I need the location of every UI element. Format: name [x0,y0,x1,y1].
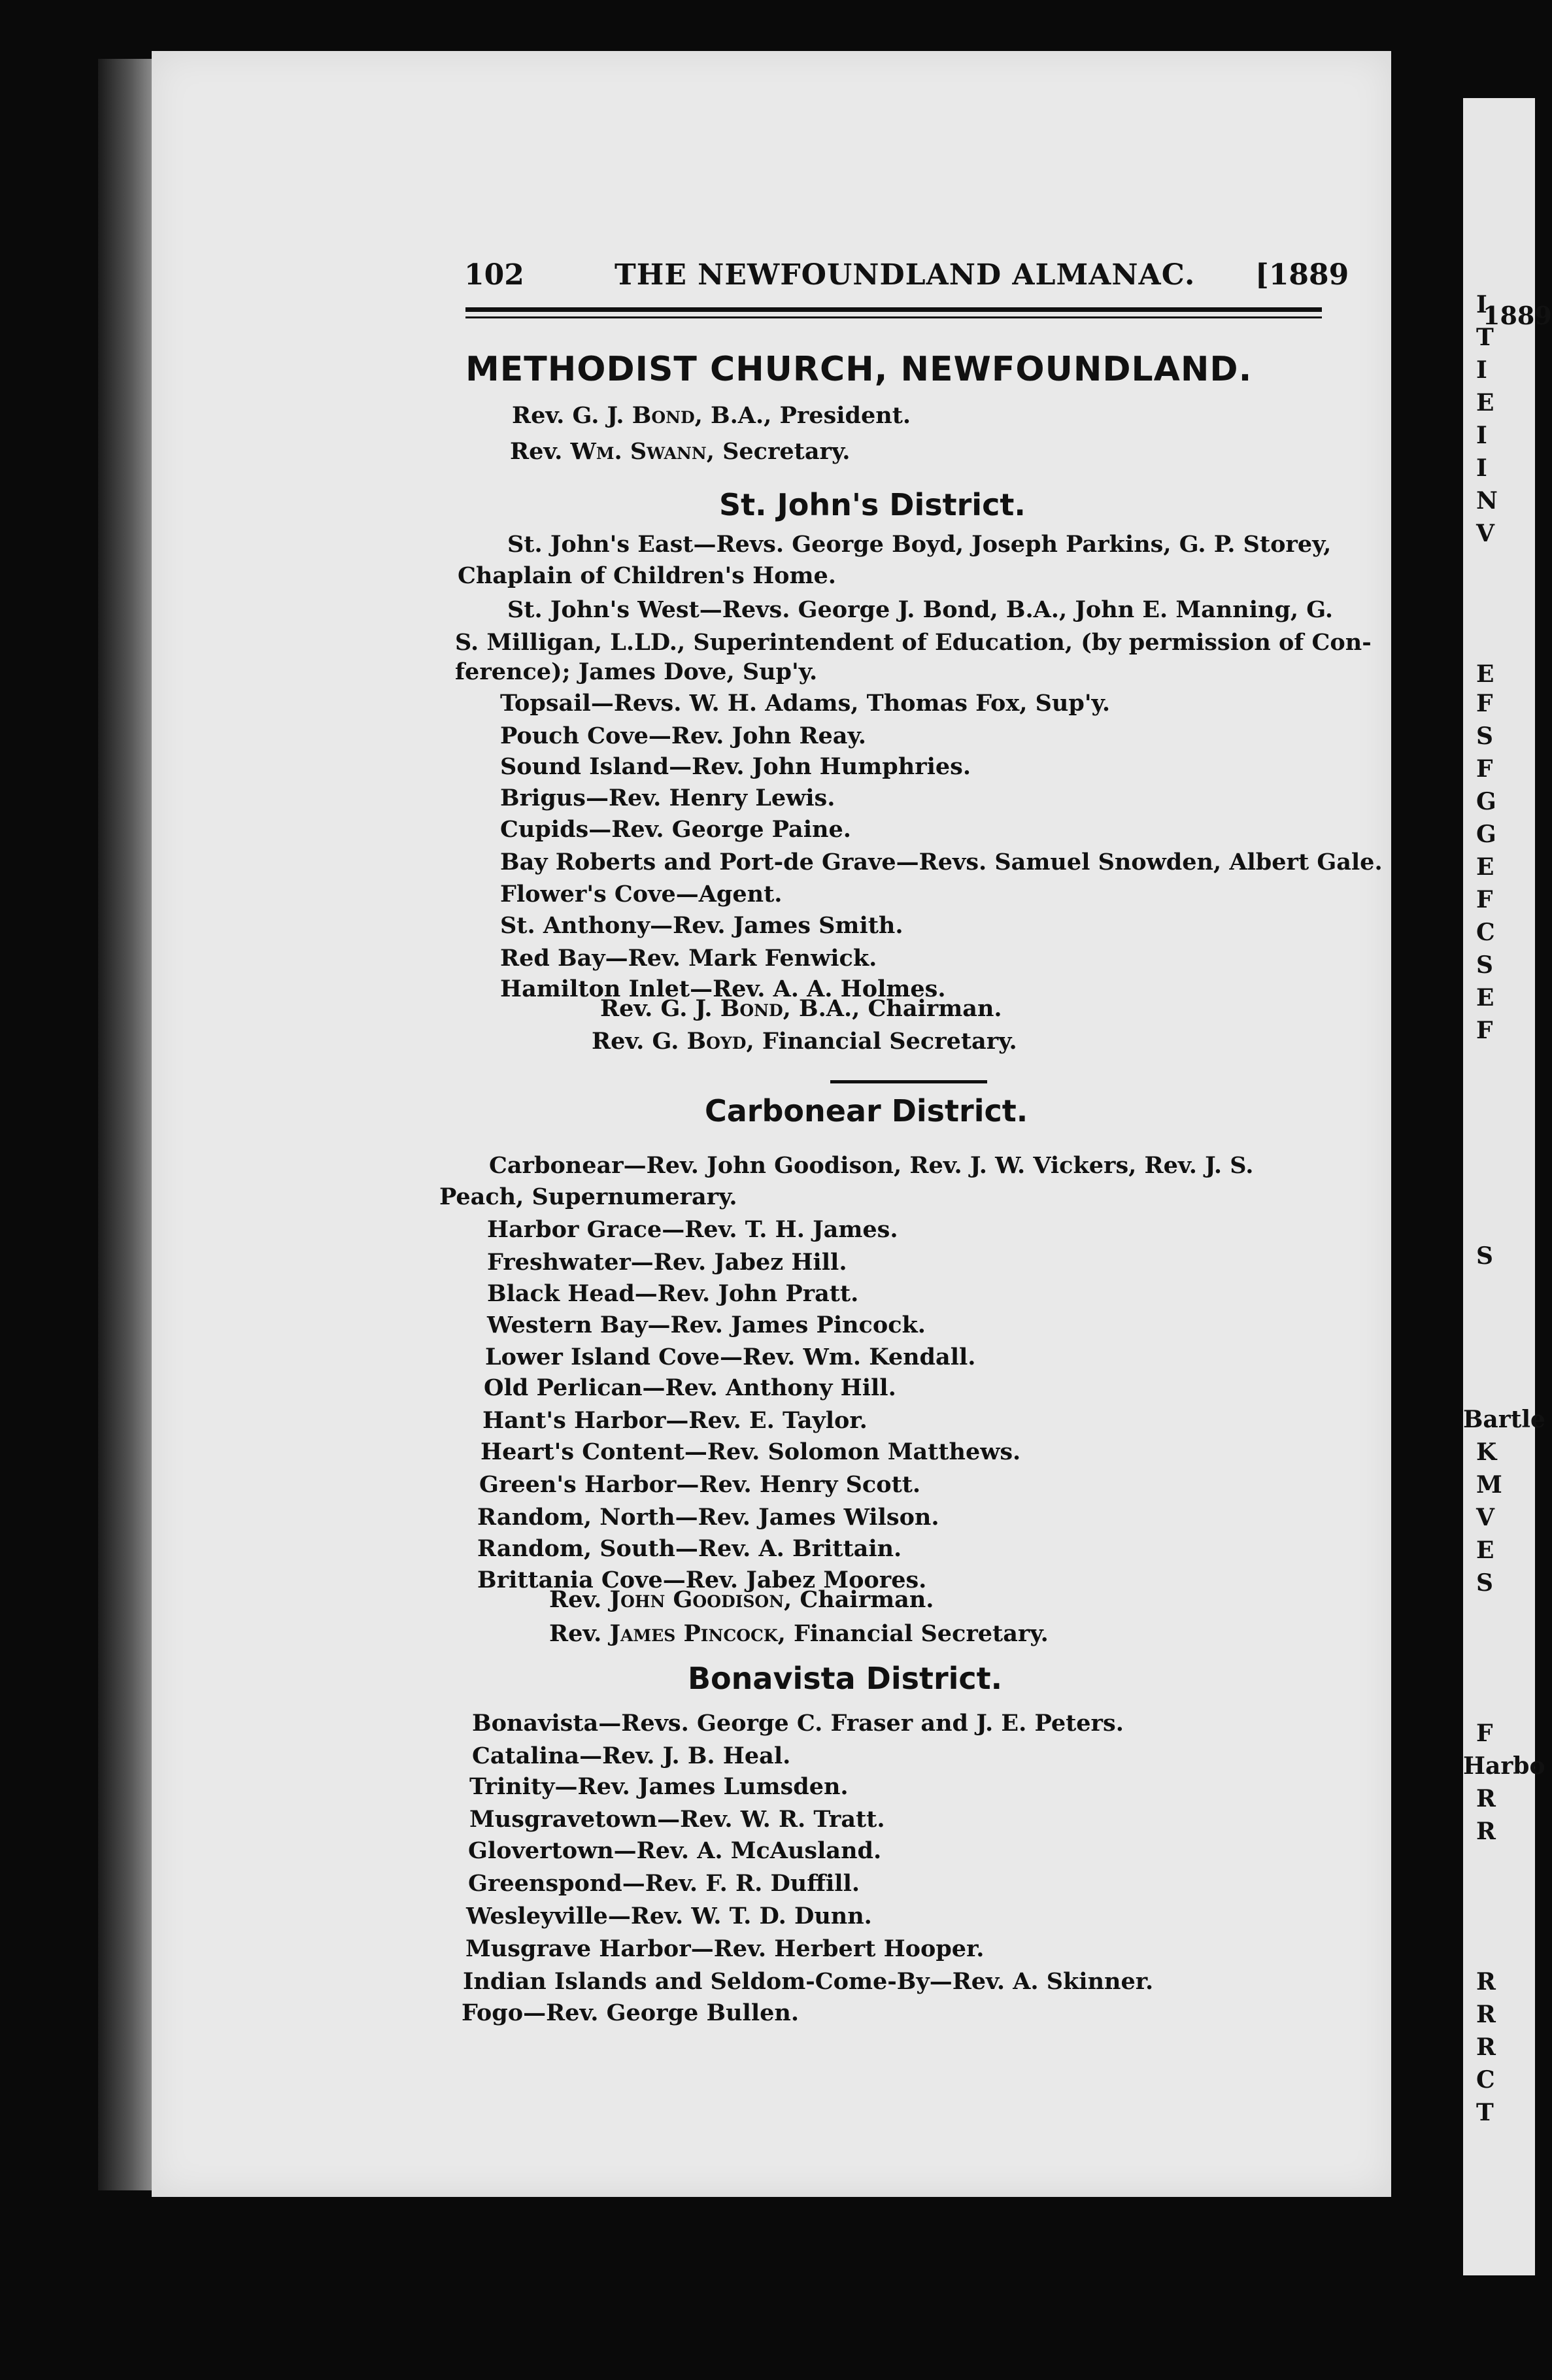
carbonear-entry: Peach, Supernumerary. [439,1183,737,1210]
facing-page-fragment-text: R [1476,1785,1496,1812]
facing-page-fragment [1463,98,1552,2275]
stjohns-entry: St. Anthony—Rev. James Smith. [500,912,903,939]
facing-page-fragment-text: I [1476,422,1487,449]
facing-page-fragment-text: F [1476,1017,1493,1044]
facing-page-fragment-text: I [1476,356,1487,384]
section-divider [830,1080,987,1083]
bonavista-entry: Fogo—Rev. George Bullen. [462,1999,800,2026]
carbonear-entry: Harbor Grace—Rev. T. H. James. [487,1216,898,1243]
carbonear-entry: Carbonear—Rev. John Goodison, Rev. J. W. Vickers, Rev. J. S. [489,1152,1254,1179]
facing-page-fragment-text: R [1476,1818,1496,1845]
st-johns-chairman: Rev. G. J. Bond, B.A., Chairman. [600,995,1002,1022]
bonavista-entry: Indian Islands and Seldom-Come-By—Rev. A. Skinner. [463,1968,1154,1995]
carbonear-entry: Western Bay—Rev. James Pincock. [487,1312,926,1338]
stjohns-entry: St. John's East—Revs. George Boyd, Joseph Parkins, G. P. Storey, [507,531,1332,558]
facing-page-fragment-text: R [1476,2033,1496,2061]
st-johns-financial-secretary: Rev. G. Boyd, Financial Secretary. [592,1028,1017,1055]
facing-page-fragment-text: V [1476,1504,1494,1531]
district-heading-bonavista: Bonavista District. [688,1661,1003,1696]
stjohns-entry: Hamilton Inlet—Rev. A. A. Holmes. [500,976,946,1002]
header-year: [1889 [1255,258,1349,292]
facing-page-fragment-text: E [1476,660,1494,688]
bonavista-entry: Greenspond—Rev. F. R. Duffill. [468,1870,860,1897]
carbonear-entry: Green's Harbor—Rev. Henry Scott. [479,1471,921,1498]
page-number: 102 [464,258,524,292]
bonavista-entry: Trinity—Rev. James Lumsden. [469,1773,849,1800]
bonavista-entry: Wesleyville—Rev. W. T. D. Dunn. [466,1903,872,1930]
bonavista-entry: Catalina—Rev. J. B. Heal. [472,1742,791,1769]
facing-page-fragment-text: C [1476,2066,1495,2094]
running-header [314,258,1349,304]
stjohns-entry: Topsail—Revs. W. H. Adams, Thomas Fox, Sup'y. [500,690,1111,717]
stjohns-entry: Red Bay—Rev. Mark Fenwick. [500,945,877,972]
bonavista-entry: Glovertown—Rev. A. McAusland. [468,1837,882,1864]
carbonear-entry: Freshwater—Rev. Jabez Hill. [487,1249,847,1276]
facing-page-fragment-text: S [1476,722,1493,750]
carbonear-entry: Random, South—Rev. A. Brittain. [477,1535,902,1562]
book-spine-edge [98,59,152,2190]
facing-page-fragment-text: C [1476,919,1495,946]
stjohns-entry: Flower's Cove—Agent. [500,881,783,908]
stjohns-entry: Sound Island—Rev. John Humphries. [500,753,971,780]
facing-page-fragment-text: F [1476,886,1493,913]
carbonear-entry: Lower Island Cove—Rev. Wm. Kendall. [485,1344,976,1370]
facing-page-fragment-text: N [1476,487,1498,515]
facing-page-fragment-text: I [1476,454,1487,482]
carbonear-entry: Brittania Cove—Rev. Jabez Moores. [477,1567,927,1593]
president-line: Rev. G. J. Bond, B.A., President. [512,402,911,429]
facing-page-fragment-text: R [1476,2001,1496,2028]
stjohns-entry: Pouch Cove—Rev. John Reay. [500,722,866,749]
facing-page-fragment-text: F [1476,1720,1493,1747]
carbonear-entry: Heart's Content—Rev. Solomon Matthews. [481,1438,1021,1465]
facing-page-fragment-text: S [1476,1569,1493,1597]
section-heading: METHODIST CHURCH, NEWFOUNDLAND. [465,350,1253,389]
facing-page-fragment-text: Bartle [1463,1406,1545,1433]
stjohns-entry: Chaplain of Children's Home. [458,562,836,589]
carbonear-financial-secretary: Rev. James Pincock, Financial Secretary. [549,1620,1049,1647]
stjohns-entry: Brigus—Rev. Henry Lewis. [500,785,835,811]
stjohns-entry: ference); James Dove, Sup'y. [455,658,818,685]
bonavista-entry: Musgravetown—Rev. W. R. Tratt. [469,1806,885,1833]
stjohns-entry: Cupids—Rev. George Paine. [500,816,851,843]
facing-page-fragment-text: E [1476,1537,1494,1564]
district-heading-carbonear: Carbonear District. [705,1093,1028,1129]
facing-page-fragment-text: K [1476,1438,1497,1466]
stjohns-entry: Bay Roberts and Port-de Grave—Revs. Samuel Snowden, Albert Gale. [500,849,1383,876]
facing-page-fragment-text: E [1476,984,1494,1012]
facing-page-year: 1889 [1483,301,1552,330]
bonavista-entry: Musgrave Harbor—Rev. Herbert Hooper. [465,1935,985,1962]
facing-page-fragment-text: E [1476,389,1494,416]
facing-page-fragment-text: S [1476,951,1493,979]
carbonear-entry: Old Perlican—Rev. Anthony Hill. [484,1374,896,1401]
carbonear-entry: Hant's Harbor—Rev. E. Taylor. [482,1407,868,1434]
facing-page-fragment-text: I [1476,291,1487,318]
facing-page-fragment-text: R [1476,1968,1496,1996]
facing-page-fragment-text: G [1476,821,1496,848]
facing-page-fragment-text: F [1476,755,1493,783]
facing-page-fragment-text: E [1476,853,1494,881]
bonavista-entry: Bonavista—Revs. George C. Fraser and J. E. Peters. [472,1710,1124,1737]
stjohns-entry: S. Milligan, L.LD., Superintendent of Education, (by permission of Con- [455,629,1372,656]
header-rule-thin [465,316,1322,318]
facing-page-fragment-text: F [1476,690,1493,717]
secretary-line: Rev. Wm. Swann, Secretary. [510,438,851,465]
facing-page-fragment-text: Harbo [1463,1752,1545,1780]
facing-page-fragment-text: V [1476,520,1494,547]
header-rule [465,307,1322,312]
facing-page-fragment-text: G [1476,788,1496,815]
facing-page-fragment-text: S [1476,1242,1493,1270]
carbonear-entry: Black Head—Rev. John Pratt. [487,1280,859,1307]
facing-page-fragment-text: T [1476,324,1494,351]
page-title: THE NEWFOUNDLAND ALMANAC. [615,258,1196,292]
facing-page-fragment-text: T [1476,2099,1494,2126]
facing-page-fragment-text: M [1476,1471,1502,1499]
stjohns-entry: St. John's West—Revs. George J. Bond, B.A., John E. Manning, G. [507,596,1334,623]
district-heading-st-johns: St. John's District. [719,487,1026,522]
carbonear-entry: Random, North—Rev. James Wilson. [477,1504,939,1531]
carbonear-chairman: Rev. John Goodison, Chairman. [549,1586,934,1613]
